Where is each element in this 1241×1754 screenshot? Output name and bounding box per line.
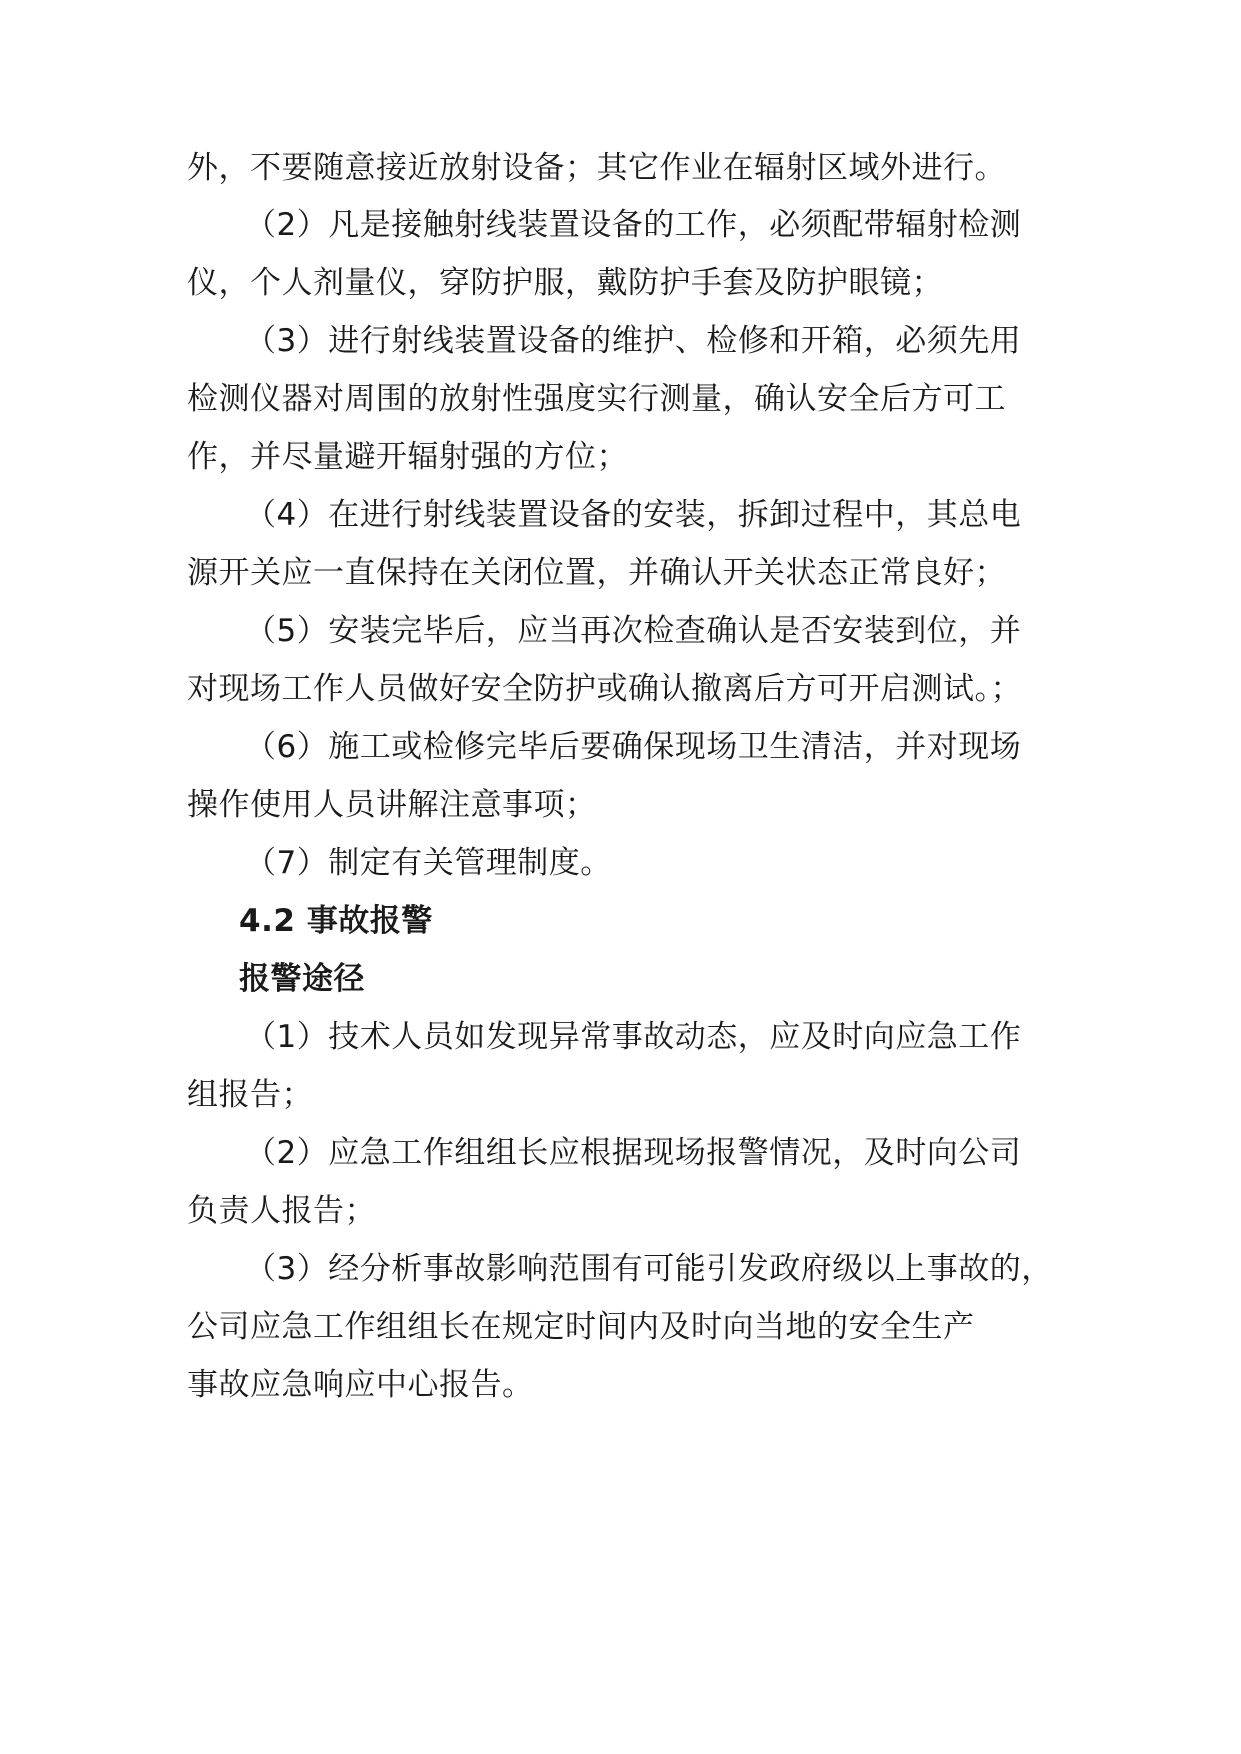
list-item-2-line-1: （2）凡是接触射线装置设备的工作，必须配带辐射检测 xyxy=(245,207,1022,243)
section-heading: 4.2 事故报警 xyxy=(239,903,433,939)
list-item-6-line-2: 操作使用人员讲解注意事项； xyxy=(187,787,597,823)
report-item-3-line-3: 事故应急响应中心报告。 xyxy=(187,1367,534,1403)
paragraph-line: 外，不要随意接近放射设备；其它作业在辐射区域外进行。 xyxy=(187,150,1006,186)
report-item-2-line-2: 负责人报告； xyxy=(187,1193,376,1229)
report-item-1-line-2: 组报告； xyxy=(187,1077,313,1113)
report-item-3-line-2: 公司应急工作组组长在规定时间内及时向当地的安全生产 xyxy=(187,1309,975,1345)
list-item-4-line-1: （4）在进行射线装置设备的安装，拆卸过程中，其总电 xyxy=(245,497,1022,533)
list-item-4-line-2: 源开关应一直保持在关闭位置，并确认开关状态正常良好； xyxy=(187,555,1006,591)
list-item-6-line-1: （6）施工或检修完毕后要确保现场卫生清洁，并对现场 xyxy=(245,729,1022,765)
list-item-5-line-2: 对现场工作人员做好安全防护或确认撤离后方可开启测试。； xyxy=(187,671,1022,707)
list-item-3-line-3: 作，并尽量避开辐射强的方位； xyxy=(187,439,628,475)
list-item-5-line-1: （5）安装完毕后，应当再次检查确认是否安装到位，并 xyxy=(245,613,1022,649)
list-item-3-line-2: 检测仪器对周围的放射性强度实行测量，确认安全后方可工 xyxy=(187,381,1006,417)
list-item-7: （7）制定有关管理制度。 xyxy=(245,845,612,881)
list-item-3-line-1: （3）进行射线装置设备的维护、检修和开箱，必须先用 xyxy=(245,323,1022,359)
report-item-1-line-1: （1）技术人员如发现异常事故动态，应及时向应急工作 xyxy=(245,1019,1022,1055)
report-item-2-line-1: （2）应急工作组组长应根据现场报警情况，及时向公司 xyxy=(245,1135,1022,1171)
list-item-2-line-2: 仪，个人剂量仪，穿防护服，戴防护手套及防护眼镜； xyxy=(187,265,943,301)
report-item-3-line-1: （3）经分析事故影响范围有可能引发政府级以上事故的， xyxy=(245,1251,1053,1287)
subsection-heading: 报警途径 xyxy=(239,961,365,997)
